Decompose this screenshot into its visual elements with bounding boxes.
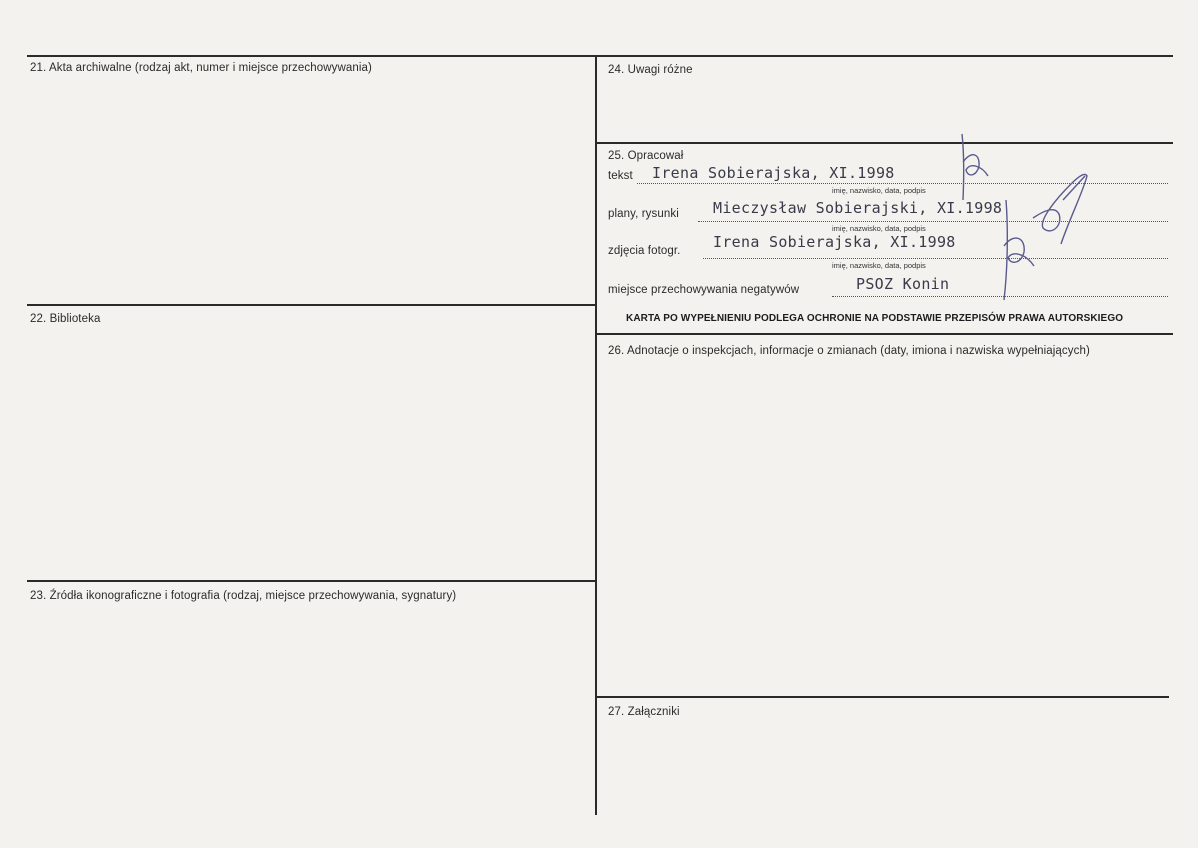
- photos-author-hint: imię, nazwisko, data, podpis: [832, 261, 926, 270]
- line-below-21: [27, 304, 595, 306]
- left-column-divider: [595, 55, 597, 815]
- negatives-storage-value: PSOZ Konin: [856, 275, 950, 293]
- section-23-title: 23. Źródła ikonograficzne i fotografia (rodzaj, miejsce przechowywania, sygnatury): [30, 590, 457, 602]
- plans-author-line: [698, 221, 1168, 222]
- section-25-title: 25. Opracował: [608, 150, 684, 162]
- section-21-title: 21. Akta archiwalne (rodzaj akt, numer i miejsce przechowywania): [30, 62, 372, 74]
- section-24-title: 24. Uwagi różne: [608, 64, 693, 76]
- line-below-22: [27, 580, 595, 582]
- plans-author-hint: imię, nazwisko, data, podpis: [832, 224, 926, 233]
- plans-author-label: plany, rysunki: [608, 208, 679, 220]
- section-26-title: 26. Adnotacje o inspekcjach, informacje o zmianach (daty, imiona i nazwiska wypełniających): [608, 345, 1090, 357]
- signature-mark-3: [992, 196, 1040, 304]
- text-author-hint: imię, nazwisko, data, podpis: [832, 186, 926, 195]
- copyright-note: KARTA PO WYPEŁNIENIU PODLEGA OCHRONIE NA PODSTAWIE PRZEPISÓW PRAWA AUTORSKIEGO: [626, 313, 1124, 324]
- photos-author-value: Irena Sobierajska, XI.1998: [713, 233, 956, 251]
- section-27-title: 27. Załączniki: [608, 706, 680, 718]
- signature-mark-1: [952, 132, 1002, 202]
- photos-author-label: zdjęcia fotogr.: [608, 245, 681, 257]
- text-author-value: Irena Sobierajska, XI.1998: [652, 164, 895, 182]
- line-below-26: [597, 696, 1169, 698]
- text-author-label: tekst: [608, 170, 633, 182]
- negatives-storage-label: miejsce przechowywania negatywów: [608, 284, 800, 296]
- photos-author-line: [703, 258, 1168, 259]
- top-border-line: [27, 55, 1173, 57]
- line-below-24: [597, 142, 1173, 144]
- plans-author-value: Mieczysław Sobierajski, XI.1998: [713, 199, 1003, 217]
- line-below-25: [597, 333, 1173, 335]
- section-22-title: 22. Biblioteka: [30, 313, 101, 325]
